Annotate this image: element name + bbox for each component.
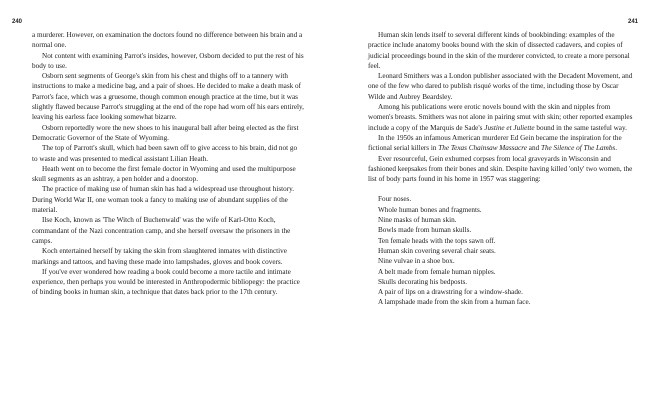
paragraph: a murderer. However, on examination the doctors found no difference between his brain and a normal one.: [32, 31, 303, 50]
list-item: Four noses.: [378, 195, 412, 204]
list-item: Nine vulvae in a shoe box.: [378, 257, 455, 266]
paragraph: Heath went on to become the first female doctor in Wyoming and used the multipurpose skull segments as an ashtray, a pen holder and a doorstop.: [32, 164, 296, 184]
paragraph: The practice of making use of human skin has had a widespread use throughout history. During World War II, one woman took a fancy to making use of abundant supplies of the material.: [32, 185, 295, 215]
paragraph-text: In the 1950s an infamous American murderer Ed Gein became the inspiration for the fictional serial killers in: [368, 133, 622, 153]
paragraph-text: bound in the same tasteful way.: [536, 123, 627, 132]
list-item: Whole human bones and fragments.: [378, 205, 482, 214]
book-title: Justine et Juliette: [484, 123, 535, 132]
list-item: A pair of lips on a drawstring for a window-shade.: [378, 288, 523, 297]
paragraph: [368, 133, 636, 154]
paragraph-text: Among his publications were erotic novels bound with the skin and nipples from women's breasts. Smithers was not alone in pairing smut with skin; other reported examples include a copy of the Marquis de Sade's: [368, 103, 633, 132]
paragraph: Leonard Smithers was a London publisher associated with the Decadent Movement, and one of the few who dared to publish risqué works of the time, including those by Oscar Wilde and Aubrey Beardsley.: [368, 72, 633, 101]
list-item: Nine masks of human skin.: [378, 216, 457, 225]
film-title: The Texas Chainsaw Massacre: [438, 144, 527, 153]
paragraph: The top of Parrott's skull, which had been sawn off to give access to his brain, did not go to waste and was presented to medical assistant Lilian Heath.: [32, 144, 298, 163]
right-page: [325, 0, 650, 416]
paragraph: [368, 102, 636, 133]
paragraph: Ever resourceful, Gein exhumed corpses from local graveyards in Wisconsin and fashioned keepsakes from their bones and skin. Despite having killed 'only' two women, the list of body parts found in his home in 1957 was staggering:: [368, 154, 633, 184]
list-item: A lampshade made from the skin from a human face.: [378, 298, 531, 307]
list-item: Ten female heads with the tops sawn off.: [378, 236, 496, 245]
paragraph: Not content with examining Parrot's insides, however, Osborn decided to put the rest of his body to use.: [32, 51, 304, 70]
list-item: Human skin covering several chair seats.: [378, 246, 496, 255]
page-number: 241: [627, 19, 638, 25]
list-item: Bowls made from human skulls.: [378, 226, 472, 235]
paragraph: Osborn sent segments of George's skin from his chest and thighs off to a tannery with instructions to make a medicine bag, and a pair of shoes. He decided to make a death mask of Parrot's face, which was a gruesome, though common enough practice at the time, but it was slightly flawed because Parrot's struggling at the end of the rope had worn off his ears entirely, leaving his earless face looking somewhat bizarre.: [32, 72, 304, 122]
paragraph: Human skin lends itself to several different kinds of bookbinding: examples of the practice include anatomy books bound with the skin of dissected cadavers, and copies of judicial proceedings bound in the skin of the murderer convicted, to create a more personal feel.: [368, 31, 630, 70]
body-parts-list: [368, 194, 636, 307]
paragraph-text: .: [615, 144, 618, 153]
paragraph: If you've ever wondered how reading a book could become a more tactile and intimate experience, then perhaps you would be interested in Anthropodermic bibliopegy: the practice of binding books in human skin, a technique that dates back prior to the 17th century.: [32, 267, 300, 297]
paragraph: Ilse Koch, known as 'The Witch of Buchenwald' was the wife of Karl-Otto Koch, commandant of the Nazi concentration camp, and she herself oversaw the prisoners in the camps.: [32, 216, 291, 245]
paragraph: Osborn reportedly wore the new shoes to his inaugural ball after being elected as the first Democratic Governor of the State of Wyoming.: [32, 123, 299, 142]
left-text-column: [32, 30, 304, 298]
film-title: The Silence of The Lambs: [540, 144, 616, 153]
right-text-column: [368, 30, 636, 308]
paragraph-text: and: [528, 144, 540, 153]
list-item: A belt made from female human nipples.: [378, 267, 496, 276]
paragraph: Koch entertained herself by taking the skin from slaughtered inmates with distinctive markings and tattoos, and having these made into lampshades, gloves and book covers.: [32, 247, 287, 266]
page-number: 240: [12, 19, 23, 25]
list-item: Skulls decorating his bedposts.: [378, 277, 468, 286]
